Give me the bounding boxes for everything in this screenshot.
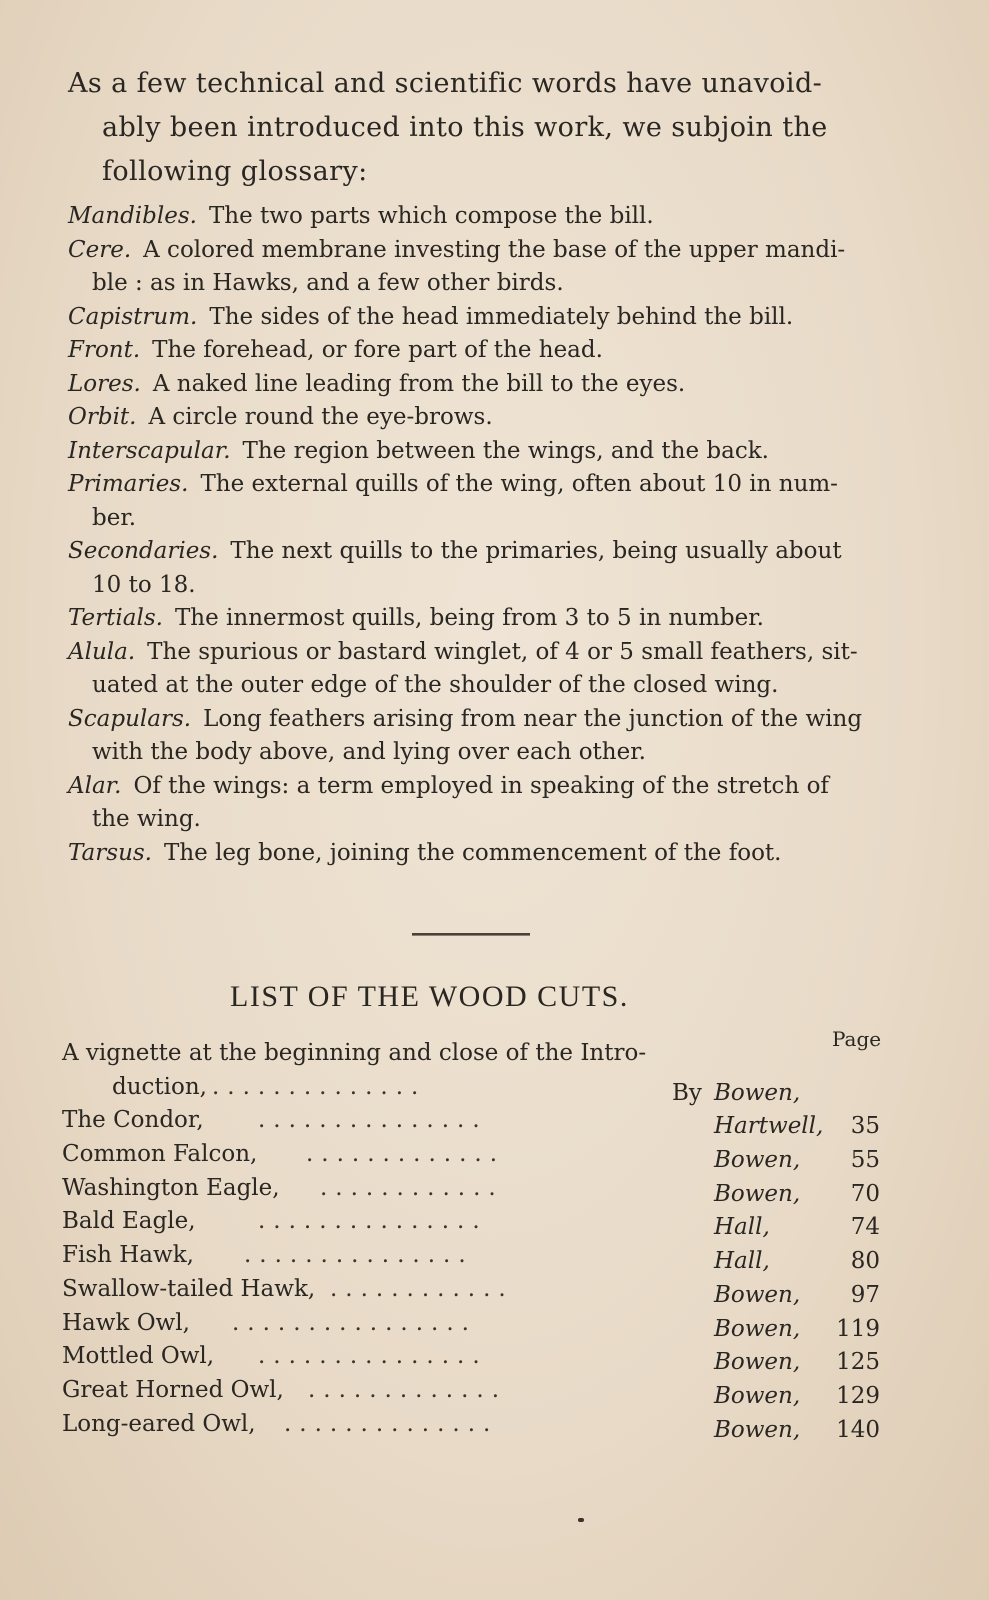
leader-dots: ............ bbox=[330, 1275, 514, 1302]
woodcut-name: A vignette at the beginning and close of the Intro- bbox=[62, 1040, 647, 1066]
leader-dots: ............. bbox=[306, 1141, 506, 1168]
woodcut-name: Bald Eagle, bbox=[62, 1208, 196, 1235]
leader-dots: ............... bbox=[258, 1343, 488, 1370]
intro-line-3: following glossary: bbox=[102, 156, 368, 187]
woodcut-artist: Hall, bbox=[714, 1248, 770, 1275]
woodcut-page: 74 bbox=[850, 1214, 880, 1241]
leader-dots: ............. bbox=[308, 1376, 508, 1403]
glossary-definition: A colored membrane investing the base of the upper mandi- bbox=[143, 236, 846, 263]
glossary-term: Scapulars. bbox=[68, 705, 192, 732]
glossary-term: Alar. bbox=[68, 772, 122, 799]
glossary-definition: The sides of the head immediately behind the bill. bbox=[209, 303, 794, 330]
woodcut-name: Washington Eagle, bbox=[62, 1174, 280, 1201]
woodcut-name-cont: duction, bbox=[112, 1073, 207, 1100]
woodcut-page: 97 bbox=[850, 1281, 880, 1308]
glossary-definition: A circle round the eye-brows. bbox=[148, 404, 493, 430]
woodcut-page: 129 bbox=[836, 1382, 880, 1409]
woodcut-name: Common Falcon, bbox=[62, 1141, 258, 1168]
woodcut-artist: Hartwell, bbox=[714, 1113, 824, 1140]
list-item bbox=[62, 1310, 892, 1344]
intro-paragraph bbox=[68, 62, 888, 194]
glossary-term: Alula. bbox=[68, 638, 136, 665]
page-column-header: Page bbox=[832, 1027, 882, 1051]
woodcut-name: Long-eared Owl, bbox=[62, 1410, 256, 1437]
woodcut-name: Great Horned Owl, bbox=[62, 1376, 284, 1403]
glossary-entry bbox=[68, 368, 888, 402]
glossary-definition-cont: ber. bbox=[92, 504, 137, 531]
list-item bbox=[62, 1074, 892, 1108]
list-item bbox=[62, 1175, 892, 1209]
list-item bbox=[62, 1208, 892, 1242]
glossary-entry bbox=[68, 200, 888, 234]
glossary-definition-cont: the wing. bbox=[92, 806, 201, 832]
glossary-definition-cont: uated at the outer edge of the shoulder of the closed wing. bbox=[92, 672, 779, 698]
woodcut-page: 55 bbox=[850, 1147, 880, 1174]
glossary-definition: The region between the wings, and the back. bbox=[242, 437, 769, 464]
glossary-term: Secondaries. bbox=[68, 538, 219, 564]
list-item bbox=[62, 1040, 892, 1074]
woodcut-artist: Hall, bbox=[714, 1214, 770, 1241]
glossary-definition: The leg bone, joining the commencement of the foot. bbox=[164, 839, 782, 866]
woodcut-artist: Bowen, bbox=[714, 1079, 801, 1106]
leader-dots: ............... bbox=[244, 1242, 474, 1269]
glossary-term: Capistrum. bbox=[68, 303, 198, 330]
glossary-entry bbox=[68, 401, 888, 435]
glossary-entry bbox=[68, 234, 888, 301]
woodcut-artist: Bowen, bbox=[714, 1349, 801, 1376]
glossary-definition: Of the wings: a term employed in speaking of the stretch of bbox=[133, 772, 829, 799]
list-item bbox=[62, 1411, 892, 1445]
glossary-entry bbox=[68, 636, 888, 703]
glossary-definition-cont: ble : as in Hawks, and a few other birds. bbox=[92, 270, 564, 296]
leader-dots: ............... bbox=[258, 1208, 488, 1235]
glossary-definition: The next quills to the primaries, being usually about bbox=[230, 538, 842, 564]
woodcut-artist: Bowen, bbox=[714, 1315, 801, 1342]
glossary-definition-cont: with the body above, and lying over each other. bbox=[92, 739, 646, 765]
section-divider bbox=[412, 933, 530, 936]
woodcut-page: 140 bbox=[836, 1416, 880, 1443]
intro-line-1: As a few technical and scientific words have unavoid- bbox=[68, 68, 823, 99]
glossary-definition-cont: 10 to 18. bbox=[92, 571, 196, 598]
leader-dots: .............. bbox=[284, 1410, 499, 1437]
glossary-term: Front. bbox=[68, 337, 141, 363]
glossary-term: Mandibles. bbox=[68, 203, 197, 229]
woodcut-artist: Bowen, bbox=[714, 1147, 801, 1174]
list-title: LIST OF THE WOOD CUTS. bbox=[230, 980, 629, 1013]
leader-dots: ............... bbox=[258, 1107, 488, 1134]
glossary-definition: The spurious or bastard winglet, of 4 or 5 small feathers, sit- bbox=[147, 638, 858, 665]
glossary-term: Interscapular. bbox=[68, 437, 231, 464]
glossary-term: Cere. bbox=[68, 236, 132, 263]
woodcut-name: Swallow-tailed Hawk, bbox=[62, 1275, 316, 1302]
leader-dots: ................ bbox=[232, 1309, 477, 1336]
list-item bbox=[62, 1276, 892, 1310]
glossary-entry bbox=[68, 334, 888, 368]
list-item bbox=[62, 1141, 892, 1175]
glossary-entry bbox=[68, 435, 888, 469]
woodcut-page: 80 bbox=[850, 1248, 880, 1275]
list-item bbox=[62, 1377, 892, 1411]
woodcut-name: Fish Hawk, bbox=[62, 1242, 194, 1269]
glossary-term: Orbit. bbox=[68, 404, 137, 430]
glossary-entry bbox=[68, 468, 888, 535]
glossary-definition: The external quills of the wing, often about 10 in num- bbox=[200, 471, 838, 497]
woodcut-page: 125 bbox=[836, 1349, 880, 1376]
woodcut-artist: Bowen, bbox=[714, 1180, 801, 1207]
woodcut-name: Hawk Owl, bbox=[62, 1309, 190, 1336]
woodcut-list bbox=[62, 1040, 892, 1444]
woodcut-page: 35 bbox=[850, 1113, 880, 1140]
glossary-entry bbox=[68, 301, 888, 335]
glossary-entry bbox=[68, 703, 888, 770]
woodcut-name: Mottled Owl, bbox=[62, 1343, 215, 1370]
glossary-term: Tertials. bbox=[68, 605, 163, 631]
glossary-definition: The two parts which compose the bill. bbox=[208, 203, 654, 229]
glossary-definition: Long feathers arising from near the junction of the wing bbox=[203, 705, 863, 732]
woodcut-artist: Bowen, bbox=[714, 1281, 801, 1308]
glossary-term: Lores. bbox=[68, 370, 141, 397]
intro-line-2: ably been introduced into this work, we subjoin the bbox=[102, 112, 828, 143]
glossary-entry bbox=[68, 602, 888, 636]
leader-dots: ............ bbox=[320, 1174, 504, 1201]
by-label: By bbox=[672, 1079, 702, 1106]
glossary-term: Tarsus. bbox=[68, 839, 152, 866]
woodcut-artist: Bowen, bbox=[714, 1416, 801, 1443]
woodcut-page: 70 bbox=[850, 1180, 880, 1207]
glossary-definition: The innermost quills, being from 3 to 5 in number. bbox=[174, 605, 764, 631]
page-mark bbox=[578, 1518, 584, 1522]
glossary-term: Primaries. bbox=[68, 471, 189, 497]
glossary-entry bbox=[68, 535, 888, 602]
glossary-definition: A naked line leading from the bill to the eyes. bbox=[152, 370, 686, 397]
glossary bbox=[68, 200, 888, 870]
leader-dots: .............. bbox=[212, 1073, 427, 1100]
woodcut-name: The Condor, bbox=[62, 1107, 204, 1134]
glossary-entry bbox=[68, 770, 888, 837]
list-item bbox=[62, 1343, 892, 1377]
list-item bbox=[62, 1242, 892, 1276]
woodcut-artist: Bowen, bbox=[714, 1382, 801, 1409]
glossary-entry bbox=[68, 837, 888, 871]
glossary-definition: The forehead, or fore part of the head. bbox=[152, 337, 603, 363]
list-item bbox=[62, 1107, 892, 1141]
woodcut-page: 119 bbox=[836, 1315, 880, 1342]
